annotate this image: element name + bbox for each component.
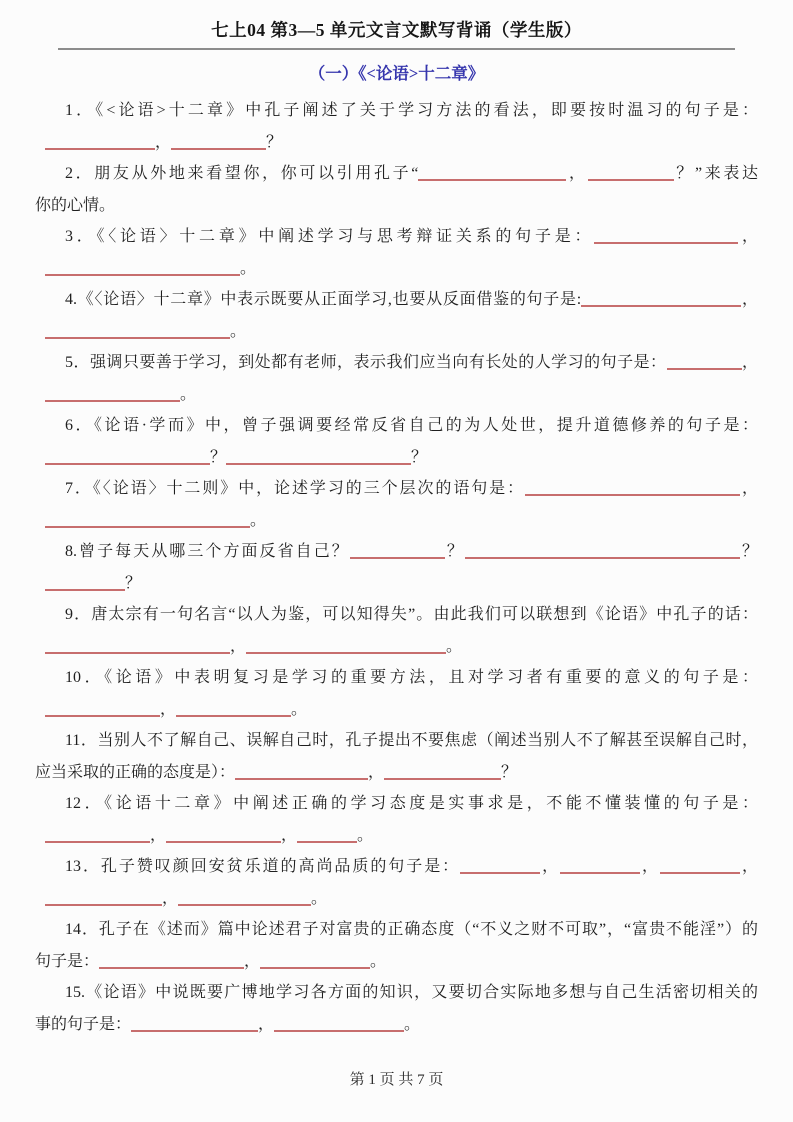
question-text: 应当采取的正确的态度是）： — [35, 763, 236, 781]
answer-blank — [45, 572, 125, 591]
question-7-line — [35, 473, 758, 505]
question-text: 7．《〈论语〉十二则》中，论述学习的三个层次的语句是： — [65, 480, 526, 497]
answer-blank — [460, 855, 540, 874]
question-text: 事的句子是： — [35, 1015, 132, 1033]
answer-blank — [581, 288, 741, 307]
question-text: 9．唐太宗有一句名言“以人为鉴，可以知得失”。由此我们可以联想到《论语》中孔子的话： — [65, 606, 758, 623]
answer-blank — [45, 446, 210, 465]
question-text: 3．《〈论语〉十二章》中阐述学习与思考辩证关系的句子是： — [65, 228, 595, 245]
page-number-footer: 第 1 页 共 7 页 — [349, 1072, 444, 1088]
question-6-line — [35, 442, 758, 474]
question-15-line — [35, 977, 758, 1009]
question-text: 句子是： — [35, 952, 100, 970]
question-list — [35, 95, 758, 1040]
question-text: 。 — [370, 952, 387, 970]
question-text: ， — [258, 1015, 275, 1033]
question-10-line — [35, 662, 758, 694]
question-11-line — [35, 725, 758, 757]
answer-blank — [667, 351, 742, 370]
question-text: ？ — [444, 543, 465, 560]
question-text: ， — [741, 291, 758, 308]
answer-blank — [260, 950, 370, 969]
question-text: 13．孔子赞叹颜回安贫乐道的高尚品质的句子是： — [65, 858, 461, 875]
question-text: 。 — [180, 385, 197, 403]
answer-blank — [235, 761, 368, 780]
answer-blank — [45, 131, 155, 150]
question-2-line — [35, 158, 758, 190]
question-text: ？”来表达 — [673, 165, 758, 182]
question-text: 8.曾子每天从哪三个方面反省自己？ — [65, 543, 350, 560]
question-14-line — [35, 946, 758, 978]
question-5-line — [35, 347, 758, 379]
question-text: 2．朋友从外地来看望你，你可以引用孔子“ — [65, 165, 419, 182]
question-text: ， — [640, 858, 660, 875]
question-text: 。 — [404, 1015, 421, 1033]
question-3-line — [35, 221, 758, 253]
question-15-line — [35, 1009, 758, 1041]
question-13-line — [35, 883, 758, 915]
question-12-line — [35, 820, 758, 852]
answer-blank — [45, 824, 150, 843]
question-4-line — [35, 316, 758, 348]
question-text: ， — [160, 700, 177, 718]
question-text: ， — [740, 480, 758, 497]
answer-blank — [465, 540, 740, 559]
question-14-line — [35, 914, 758, 946]
question-text: ？ — [210, 448, 227, 466]
answer-blank — [560, 855, 640, 874]
document-title: 七上04 第3—5 单元文言文默写背诵（学生版） — [211, 20, 582, 40]
question-text: ， — [540, 858, 561, 875]
answer-blank — [45, 509, 250, 528]
question-text: ， — [150, 826, 167, 844]
question-text: 。 — [311, 889, 328, 907]
question-text: ？ — [411, 448, 428, 466]
question-text: ， — [162, 889, 179, 907]
question-11-line — [35, 757, 758, 789]
answer-blank — [45, 887, 162, 906]
question-8-line — [35, 568, 758, 600]
question-text: ， — [244, 952, 261, 970]
question-1-line — [35, 127, 758, 159]
answer-blank — [246, 635, 446, 654]
question-7-line — [35, 505, 758, 537]
question-text: 1．《<论语>十二章》中孔子阐述了关于学习方法的看法，即要按时温习的句子是： — [65, 102, 758, 119]
answer-blank — [45, 698, 160, 717]
question-text: ， — [155, 133, 172, 151]
answer-blank — [178, 887, 311, 906]
answer-blank — [594, 225, 738, 244]
question-13-line — [35, 851, 758, 883]
question-text: 6．《论语·学而》中，曾子强调要经常反省自己的为人处世，提升道德修养的句子是： — [65, 417, 758, 434]
answer-blank — [176, 698, 291, 717]
answer-blank — [274, 1013, 404, 1032]
question-5-line — [35, 379, 758, 411]
answer-blank — [99, 950, 244, 969]
question-10-line — [35, 694, 758, 726]
question-text: ？ — [501, 763, 518, 781]
question-text: ， — [741, 354, 758, 371]
header-divider — [58, 48, 735, 50]
question-text: 5．强调只要善于学习，到处都有老师，表示我们应当向有长处的人学习的句子是： — [65, 354, 667, 371]
question-text: 。 — [357, 826, 374, 844]
answer-blank — [45, 257, 240, 276]
question-2-line — [35, 190, 758, 222]
answer-blank — [525, 477, 740, 496]
question-text: 。 — [446, 637, 463, 655]
answer-blank — [418, 162, 566, 181]
question-text: 14．孔子在《述而》篇中论述君子对富贵的正确态度（“不义之财不可取”，“富贵不能淫”）的 — [65, 921, 758, 938]
question-12-line — [35, 788, 758, 820]
question-8-line — [35, 536, 758, 568]
question-text: ， — [566, 165, 588, 182]
question-text: ， — [281, 826, 298, 844]
answer-blank — [45, 635, 230, 654]
question-text: ， — [738, 228, 758, 245]
question-text: 4.《〈论语〉十二章》中表示既要从正面学习,也要从反面借鉴的句子是: — [65, 291, 582, 308]
answer-blank — [384, 761, 501, 780]
question-text: 。 — [250, 511, 267, 529]
question-text: ， — [230, 637, 247, 655]
answer-blank — [166, 824, 281, 843]
question-text: 。 — [230, 322, 247, 340]
question-text: 12．《论语十二章》中阐述正确的学习态度是实事求是，不能不懂装懂的句子是： — [65, 795, 758, 812]
answer-blank — [660, 855, 740, 874]
question-1-line — [35, 95, 758, 127]
question-text: 15.《论语》中说既要广博地学习各方面的知识，又要切合实际地多想与自己生活密切相关的 — [65, 984, 758, 1001]
question-text: ， — [739, 858, 758, 875]
question-text: ？ — [739, 543, 758, 560]
question-text: 。 — [240, 259, 257, 277]
answer-blank — [226, 446, 411, 465]
question-text: 。 — [291, 700, 308, 718]
answer-blank — [350, 540, 445, 559]
question-3-line — [35, 253, 758, 285]
question-6-line — [35, 410, 758, 442]
question-text: ？ — [266, 133, 283, 151]
answer-blank — [45, 320, 230, 339]
answer-blank — [45, 383, 180, 402]
question-text: 11．当别人不了解自己、误解自己时，孔子提出不要焦虑（阐述当别人不了解甚至误解自己时， — [65, 732, 758, 749]
question-text: 10．《论语》中表明复习是学习的重要方法，且对学习者有重要的意义的句子是： — [65, 669, 758, 686]
question-text: ， — [368, 763, 385, 781]
question-text: 你的心情。 — [35, 196, 116, 214]
question-9-line — [35, 631, 758, 663]
answer-blank — [588, 162, 674, 181]
question-text: ？ — [125, 574, 142, 592]
question-9-line — [35, 599, 758, 631]
answer-blank — [131, 1013, 258, 1032]
section-heading: （一）《<论语>十二章》 — [308, 64, 485, 83]
answer-blank — [297, 824, 357, 843]
question-4-line — [35, 284, 758, 316]
answer-blank — [171, 131, 266, 150]
